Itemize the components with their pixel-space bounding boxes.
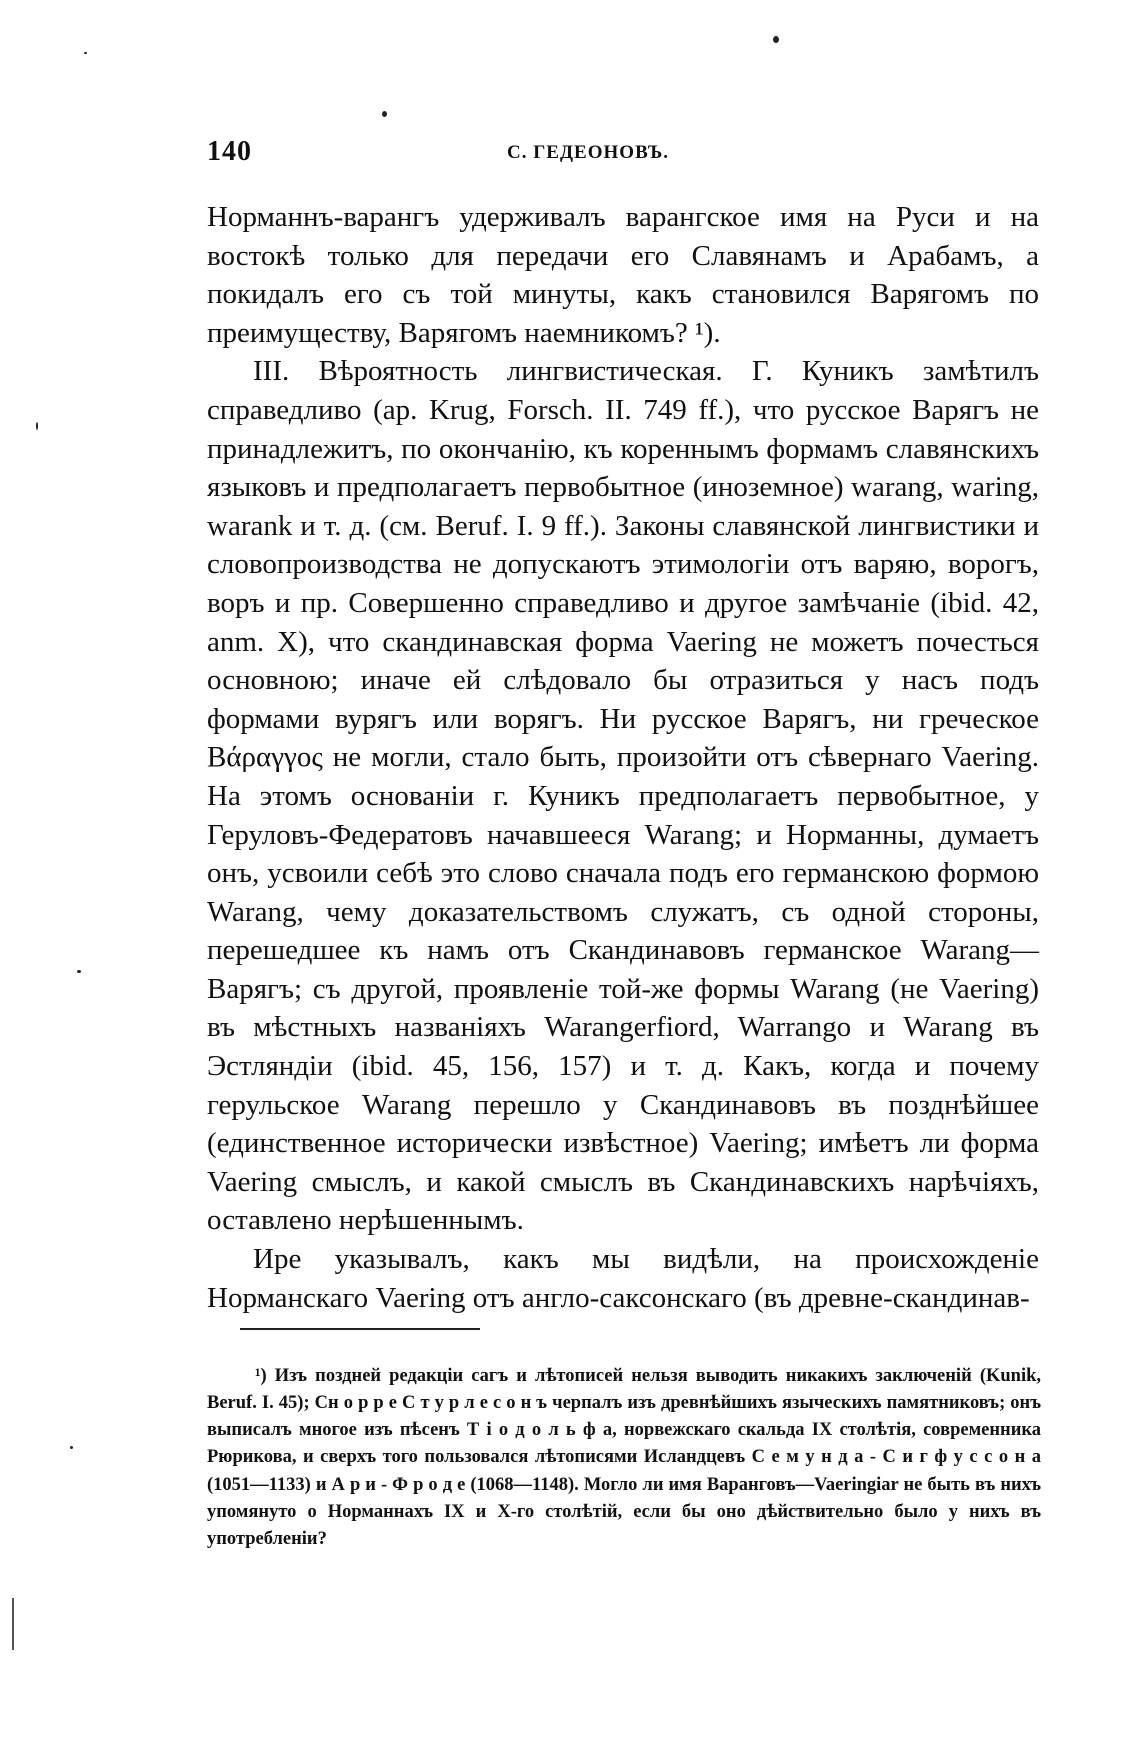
ink-speck bbox=[70, 1446, 73, 1449]
ink-speck bbox=[382, 111, 387, 117]
footnote-divider bbox=[240, 1328, 480, 1330]
paragraph: Ире указывалъ, какъ мы видѣли, на происхожденіе Норманскаго Vaering отъ англо-саксонскаго (въ древне-скандинав- bbox=[207, 1243, 1039, 1314]
main-text bbox=[207, 198, 1039, 1317]
page-number: 140 bbox=[207, 136, 252, 167]
paragraph: III. Вѣроятность лингвистическая. Г. Куникъ замѣтилъ справедливо (ар. Krug, Forsch. II. 749 ff.), что русское Варягъ не принадлежитъ, по окончанію, къ кореннымъ формамъ славянскихъ языковъ и предполагаетъ первобытное (иноземное) warang, waring, warank и т. д. (см. Beruf. I. 9 ff.). Законы славянской лингвистики и словопроизводства не допускаютъ этимологіи отъ варяю, ворогъ, воръ и пр. Совершенно справедливо и другое замѣчаніе (ibid. 42, anm. X), что скандинавская форма Vaering не можетъ почесться основною; иначе ей слѣдовало бы отразиться у насъ подъ формами вурягъ или ворягъ. Ни русское Варягъ, ни греческое Βάραγγος не могли, стало быть, произойти отъ сѣвернаго Vaering. На этомъ основаніи г. Куникъ предполагаетъ первобытное, у Геруловъ-Федератовъ начавшееся Warang; и Норманны, думаетъ онъ, усвоили себѣ это слово сначала подъ его германскою формою Warang, чему доказательствомъ служатъ, съ одной стороны, перешедшее къ намъ отъ Скандинавовъ германское Warang—Варягъ; съ другой, проявленіе той-же формы Warang (не Vaering) въ мѣстныхъ названіяхъ Warangerfiord, Warrango и Warang въ Эстляндіи (ibid. 45, 156, 157) и т. д. Какъ, когда и почему герульское Warang перешло у Скандинавовъ въ позднѣйшее (единственное исторически извѣстное) Vaering; имѣетъ ли форма Vaering смыслъ, и какой смыслъ въ Скандинавскихъ нарѣчіяхъ, оставлено нерѣшеннымъ. bbox=[207, 355, 1039, 1237]
paragraph: Норманнъ-варангъ удерживалъ варангское имя на Руси и на востокѣ только для передачи его Славянамъ и Арабамъ, а покидалъ его съ той минуты, какъ становился Варягомъ по преимуществу, Варягомъ наемникомъ? ¹). bbox=[207, 201, 1039, 349]
scan-edge-mark bbox=[12, 1598, 14, 1650]
ink-speck bbox=[773, 36, 779, 43]
ink-speck bbox=[36, 422, 38, 430]
page-header bbox=[207, 136, 1037, 176]
footnote: ¹) Изъ поздней редакціи сагъ и лѣтописей нельзя выводить никакихъ заключеній (Kunik, Beruf. I. 45); Сн о р р е С т у р л е с о н ъ черпалъ изъ древнѣйшихъ языческихъ памятниковъ; онъ выписалъ многое изъ пѣсенъ Т і о д о л ь ф а, норвежскаго скальда IX столѣтія, современника Рюрикова, и сверхъ того пользовался лѣтописями Исландцевъ С е м у н д а - С и г ф у с с о н а (1051—1133) и А р и - Ф р о д е (1068—1148). Могло ли имя Варанговъ—Vaeringiar не быть въ нихъ упомянуто о Норманнахъ IX и X-го столѣтій, если бы оно дѣйствительно было у нихъ въ употребленіи? bbox=[207, 1365, 1041, 1550]
ink-speck bbox=[84, 52, 87, 54]
ink-speck bbox=[77, 970, 81, 973]
running-head: С. ГЕДЕОНОВЪ. bbox=[507, 142, 670, 163]
